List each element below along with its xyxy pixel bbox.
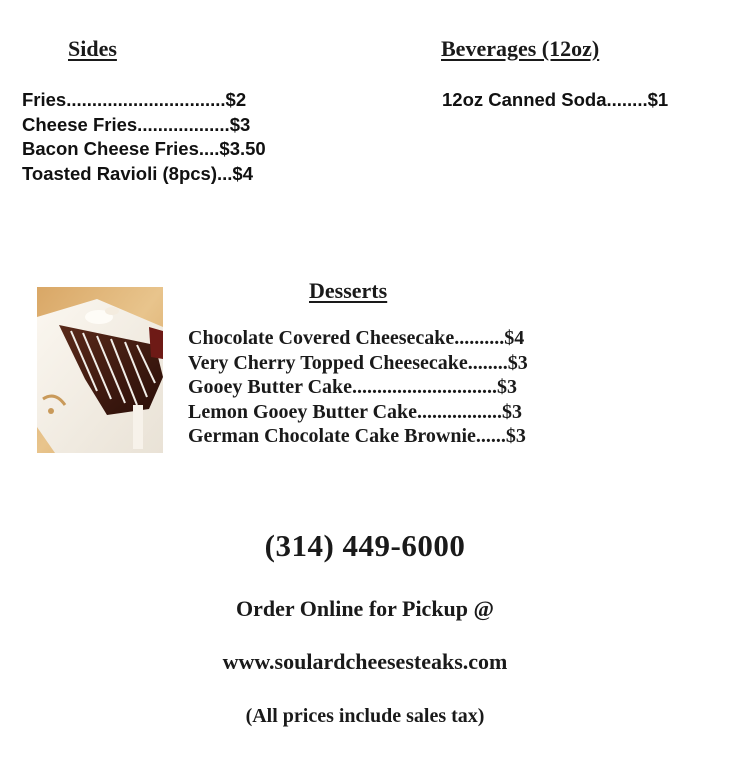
phone-number: (314) 449-6000 [264,528,466,563]
cheesecake-photo [37,287,163,453]
desserts-item-lemon-gooey-butter-cake: Lemon Gooey Butter Cake.................$3 [188,400,523,423]
order-online-text: Order Online for Pickup @ [236,596,494,621]
sides-list [22,88,266,186]
desserts-item-german-chocolate-brownie: German Chocolate Cake Brownie......$3 [188,425,526,447]
sides-item-bacon-cheese-fries: Bacon Cheese Fries....$3.50 [22,138,266,159]
beverages-list [442,88,668,113]
desserts-item-chocolate-covered-cheesecake: Chocolate Covered Cheesecake..........$4 [188,327,525,349]
website-url: www.soulardcheesesteaks.com [222,649,508,674]
desserts-list [188,326,528,449]
beverages-heading: Beverages (12oz) [441,36,600,61]
desserts-item-very-cherry-cheesecake: Very Cherry Topped Cheesecake........$3 [188,351,528,374]
sides-item-toasted-ravioli: Toasted Ravioli (8pcs)...$4 [22,162,253,184]
sides-heading: Sides [68,36,117,61]
beverages-item-canned-soda: 12oz Canned Soda........$1 [442,89,669,110]
desserts-item-gooey-butter-cake: Gooey Butter Cake.............................$3 [188,376,518,398]
desserts-heading: Desserts [309,278,388,303]
sides-item-cheese-fries: Cheese Fries..................$3 [22,113,251,135]
sides-item-fries: Fries...............................$2 [22,89,247,110]
sales-tax-note: (All prices include sales tax) [245,705,485,727]
